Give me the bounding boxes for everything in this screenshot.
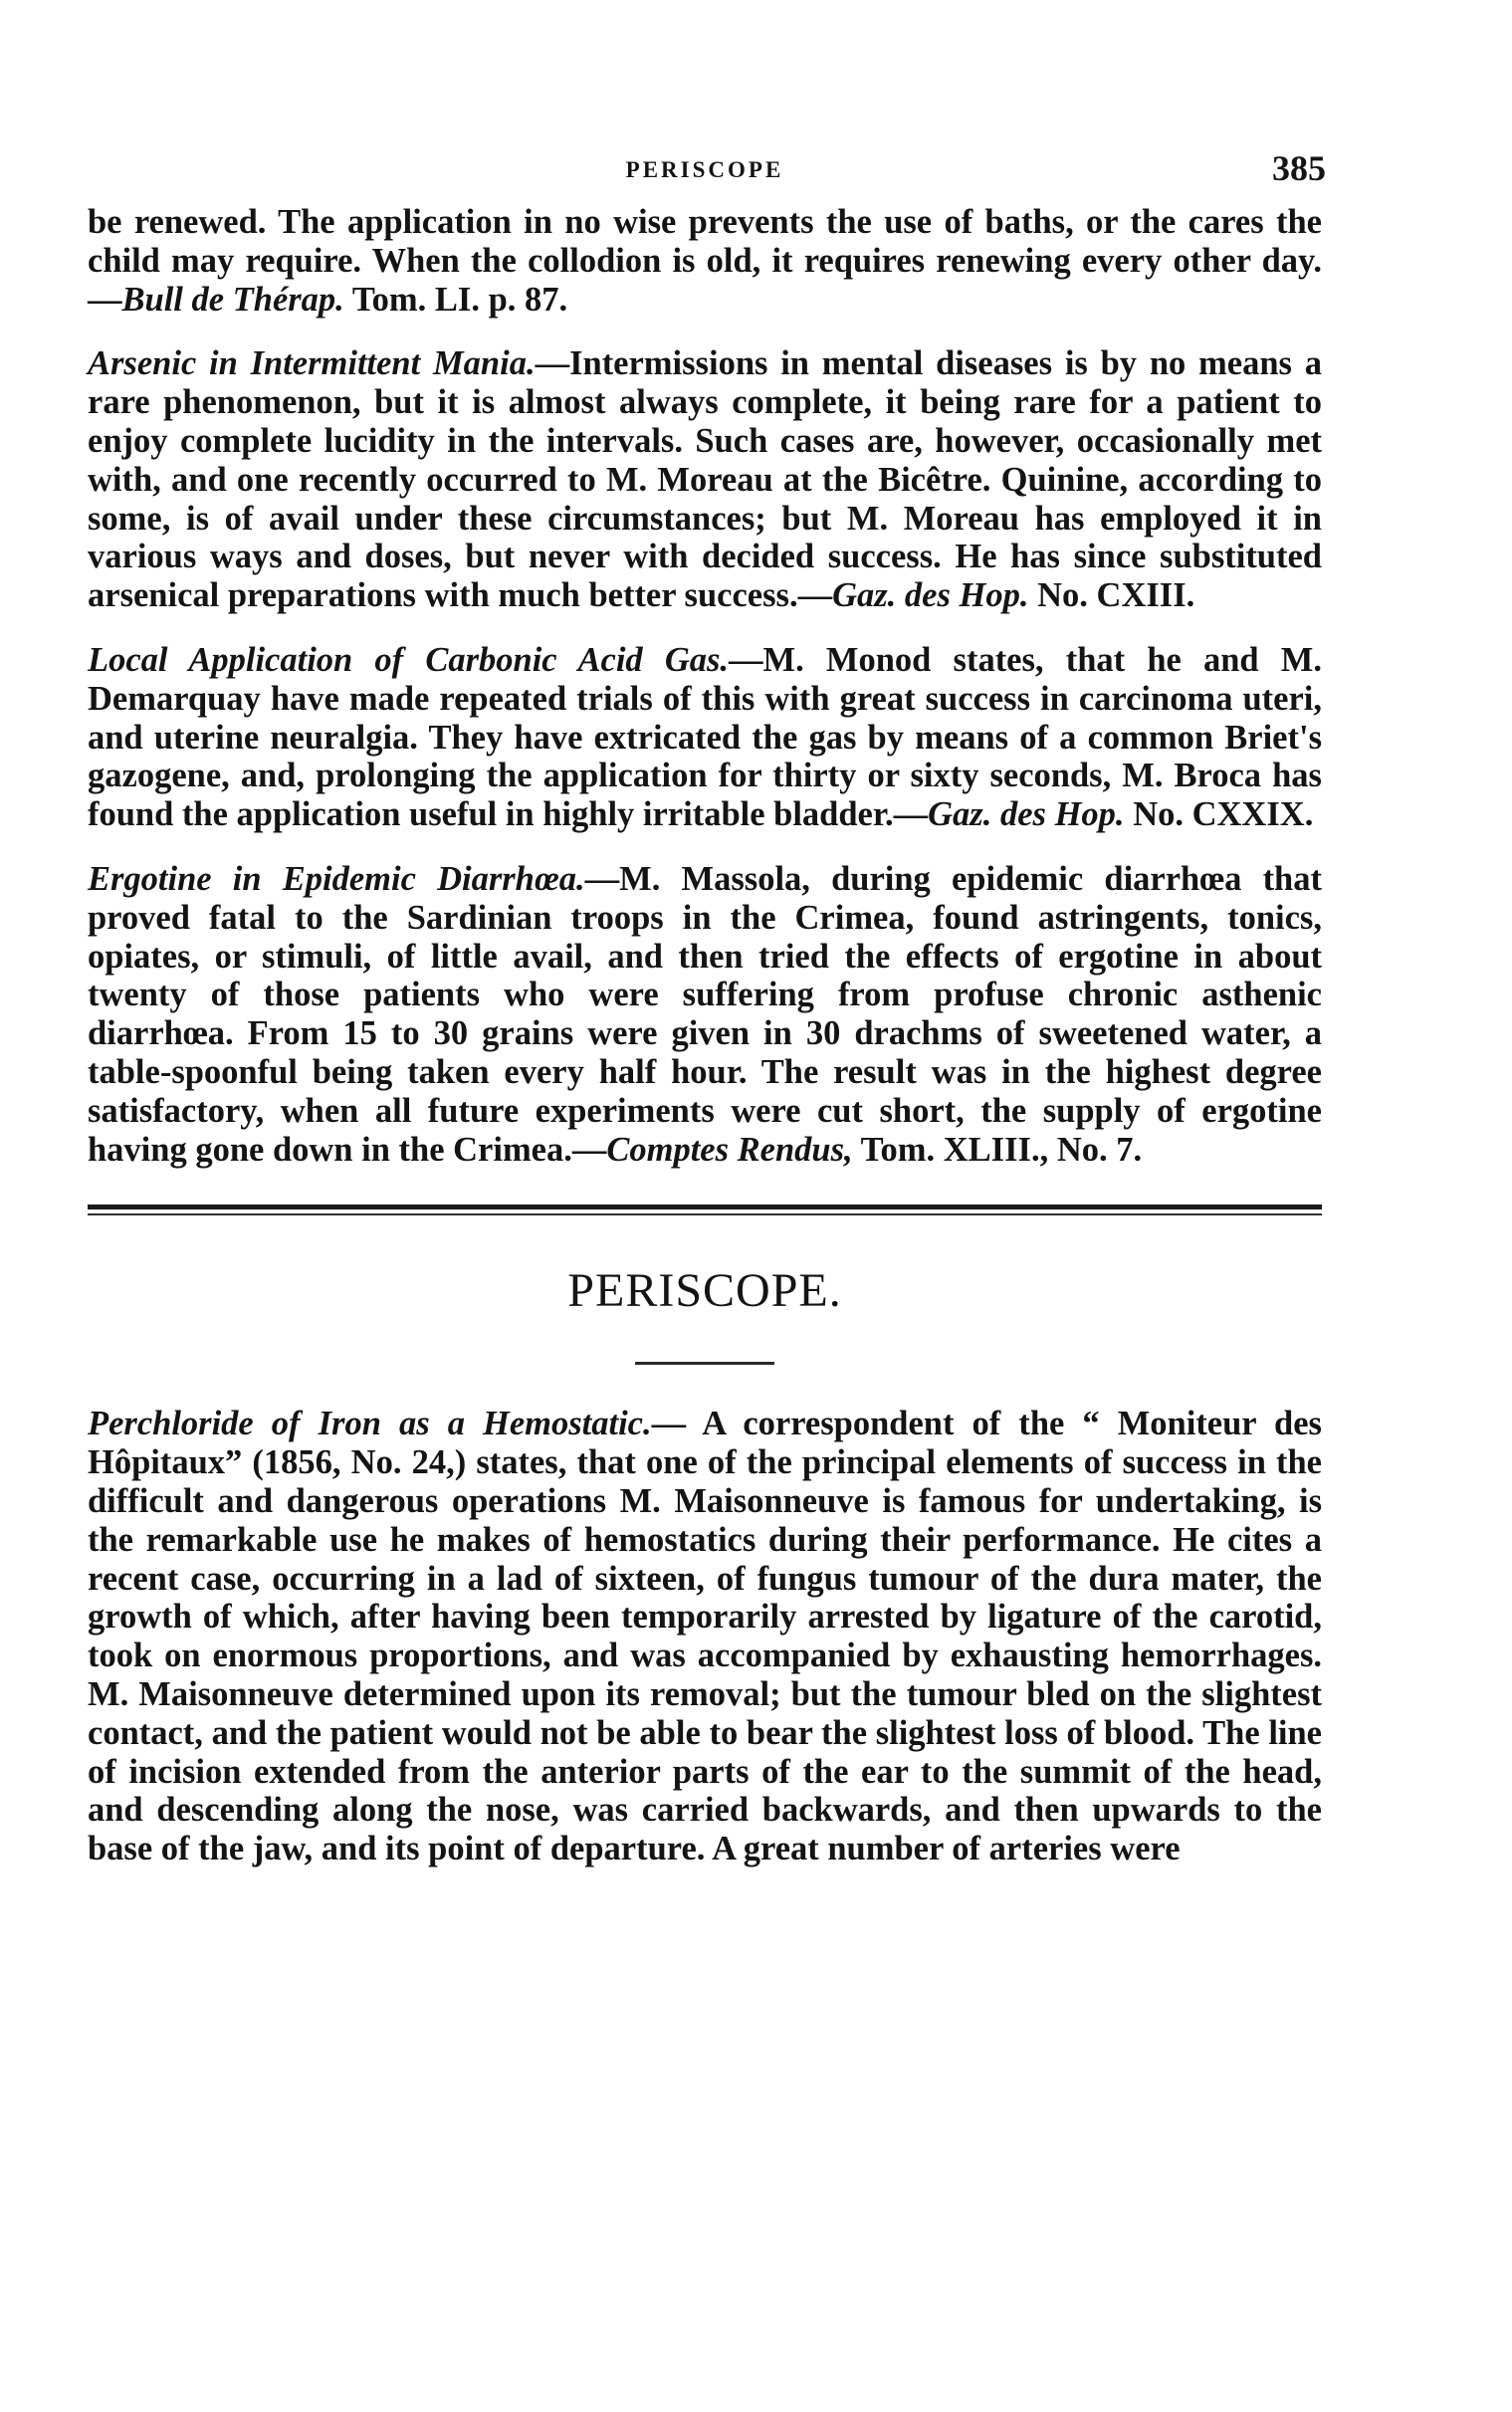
article-heading: Ergotine in Epidemic Diarrhœa.: [88, 859, 585, 898]
article-ergotine: [88, 860, 1322, 1169]
page-number: 385: [1272, 148, 1326, 188]
running-head: [88, 139, 1326, 203]
article-arsenic-mania: [88, 344, 1322, 615]
article-citation: Gaz. des Hop.: [928, 795, 1125, 834]
article-citation-tail: Tom. LI. p. 87.: [343, 280, 568, 319]
article-text: —Intermissions in mental diseases is by no means a rare phenomenon, but it is almost always complete, it being rare for a patient to enjoy complete lucidity in the intervals. Such cases are, however, occasionally met with, and one recently occurred to M. Moreau at the Bicêtre. Quinine, according to some, is of avail under these circumstances; but M. Moreau has employed it in various ways and doses, but never with decided success. He has since substituted arsenical preparations with much better success.—: [88, 344, 1322, 615]
thick-rule: [88, 1205, 1322, 1209]
section-divider: [88, 1205, 1322, 1215]
article-heading: Perchloride of Iron as a Hemostatic.: [88, 1405, 652, 1443]
article-heading: Local Application of Carbonic Acid Gas.: [88, 640, 730, 679]
article-text: — A correspondent of the “ Moniteur des Hôpitaux” (1856, No. 24,) states, that one of the principal elements of success in the difficult and dangerous operations M. Maisonneuve is famous for undertaking, is the remarkable use he makes of hemostatics during their performance. He cites a recent case, occurring in a lad of sixteen, of fungus tumour of the dura mater, the growth of which, after having been temporarily arrested by ligature of the carotid, took on enormous proportions, and was accompanied by exhausting hemorrhages. M. Maisonneuve determined upon its removal; but the tumour bled on the slightest contact, and the patient would not be able to bear the slightest loss of blood. The line of incision extended from the anterior parts of the ear to the summit of the head, and descending along the nose, was carried backwards, and then upwards to the base of the jaw, and its point of departure. A great number of arteries were: [88, 1405, 1322, 1868]
short-rule: [635, 1362, 774, 1365]
thin-rule: [88, 1213, 1322, 1215]
running-title: PERISCOPE: [625, 157, 784, 182]
article-citation-tail: Tom. XLIII., No. 7.: [852, 1130, 1143, 1169]
article-carbonic-acid: [88, 641, 1322, 834]
article-heading: Arsenic in Intermittent Mania.: [88, 344, 536, 383]
book-page: [88, 139, 1326, 1868]
article-text: —M. Massola, during epidemic diarrhœa that proved fatal to the Sardinian troops in the Crimea, found astringents, tonics, opiates, or stimuli, of little avail, and then tried the effects of ergotine in about twenty of those patients who were suffering from profuse chronic asthenic diarrhœa. From 15 to 30 grains were given in 30 drachms of sweetened water, a table-spoonful being taken every half hour. The result was in the highest degree satisfactory, when all future experiments were cut short, the supply of ergotine having gone down in the Crimea.—: [88, 859, 1322, 1169]
article-citation: Bull de Thérap.: [121, 280, 344, 319]
article-citation: Comptes Rendus,: [606, 1130, 853, 1169]
article-citation: Gaz. des Hop.: [832, 576, 1029, 615]
section-title: PERISCOPE.: [567, 1264, 842, 1318]
article-perchloride-iron: [88, 1405, 1322, 1868]
article-citation-tail: No. CXIII.: [1028, 576, 1195, 615]
article-text: be renewed. The application in no wise prevents the use of baths, or the cares the child may require. When the collodion is old, it requires renewing every other day.—: [88, 203, 1322, 319]
article-continuation: [88, 203, 1322, 319]
article-citation-tail: No. CXXIX.: [1124, 795, 1314, 834]
article-text: —M. Monod states, that he and M. Demarquay have made repeated trials of this with great success in carcinoma uteri, and uterine neuralgia. They have extricated the gas by means of a common Briet's gazogene, and, prolonging the application for thirty or sixty seconds, M. Broca has found the application useful in highly irritable bladder.—: [88, 640, 1322, 834]
